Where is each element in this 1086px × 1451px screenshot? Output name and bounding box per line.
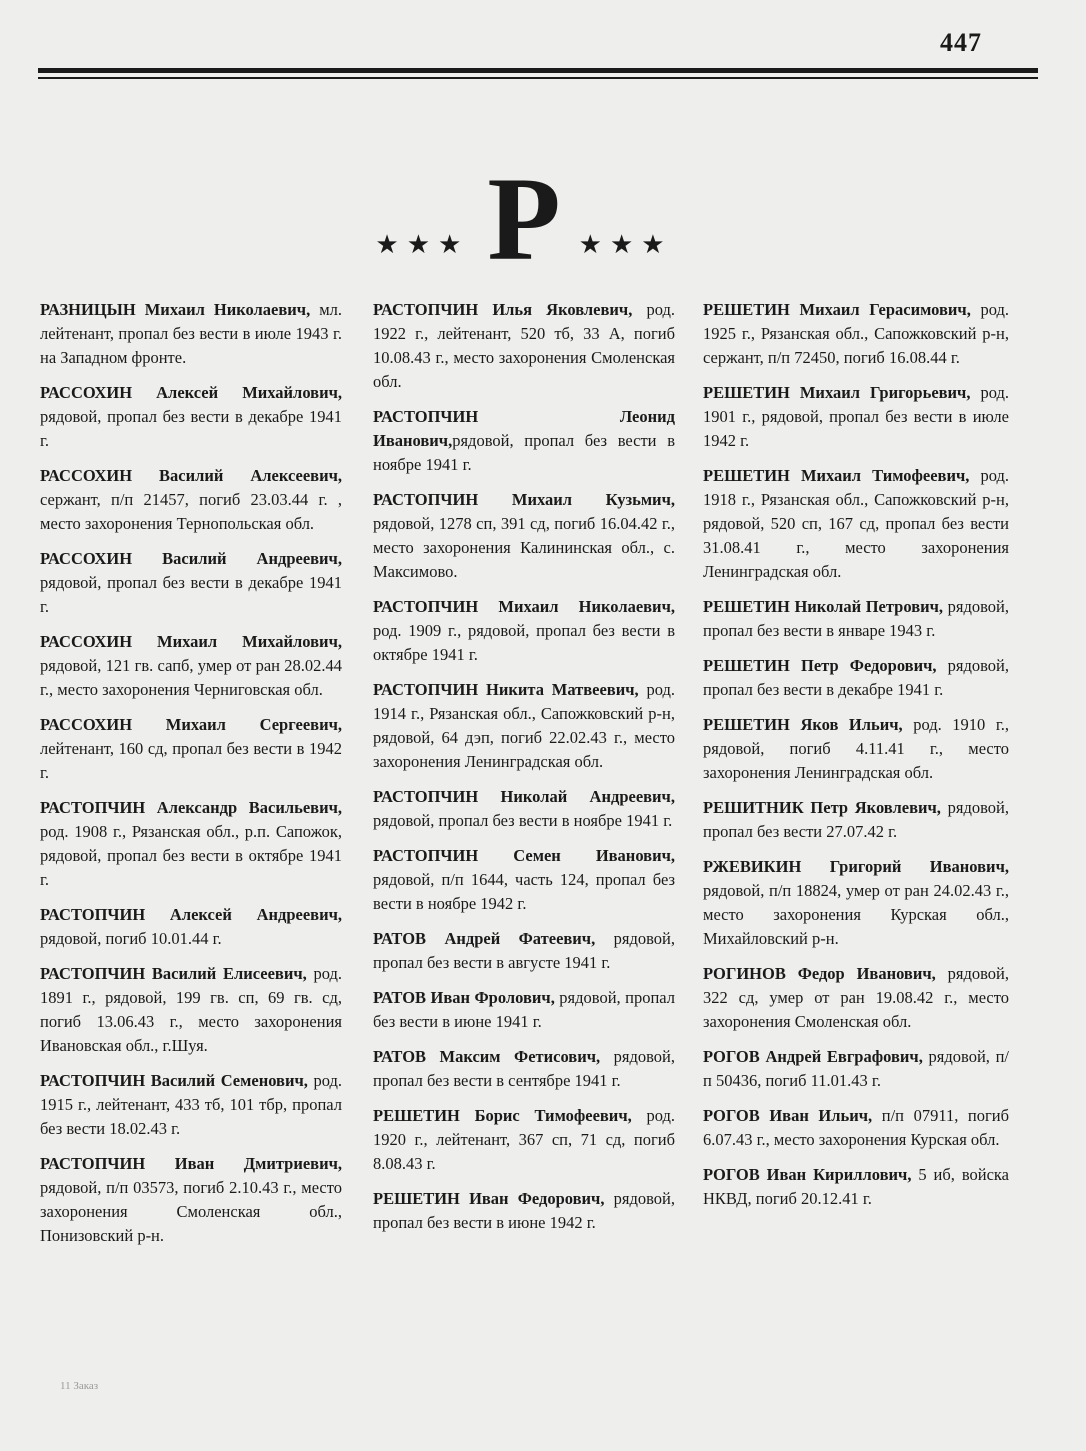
entry-details: рядовой, пропал без вести в декабре 1941 г. bbox=[703, 656, 1009, 699]
entry-details: рядовой, пропал без вести в августе 1941 г. bbox=[373, 929, 676, 972]
entry-given-names: Алексей Андреевич, bbox=[169, 905, 343, 924]
list-item bbox=[373, 844, 675, 916]
list-item bbox=[703, 1104, 1009, 1152]
list-item bbox=[40, 381, 342, 453]
entry-given-names: Михаил Тимофеевич, bbox=[800, 466, 970, 485]
list-item bbox=[703, 1163, 1009, 1211]
entry-details: род. 1922 г., лейтенант, 520 тб, 33 А, погиб 10.08.43 г., место захоронения Смоленская обл. bbox=[373, 300, 675, 391]
entry-surname: РЕШЕТИН bbox=[703, 715, 790, 734]
list-item bbox=[373, 1045, 675, 1093]
list-item bbox=[40, 298, 342, 370]
entry-surname: РАСТОПЧИН bbox=[40, 798, 146, 817]
entry-surname: РЕШЕТИН bbox=[373, 1189, 460, 1208]
entry-surname: РАТОВ bbox=[373, 929, 427, 948]
entry-details: рядовой, 1278 сп, 391 сд, погиб 16.04.42 г., место захоронения Калининская обл., с. Максимово. bbox=[373, 514, 675, 581]
entry-details: род. 1909 г., рядовой, пропал без вести в октябре 1941 г. bbox=[373, 621, 675, 664]
list-item bbox=[40, 903, 342, 951]
list-item bbox=[40, 547, 342, 619]
column-1 bbox=[40, 298, 342, 1259]
entry-given-names: Василий Алексеевич, bbox=[159, 466, 342, 485]
entry-surname: РАСТОПЧИН bbox=[373, 300, 479, 319]
entry-details: род. 1920 г., лейтенант, 367 сп, 71 сд, погиб 8.08.43 г. bbox=[373, 1106, 675, 1173]
entry-surname: РЕШИТНИК bbox=[703, 798, 804, 817]
entry-surname: РАССОХИН bbox=[40, 383, 133, 402]
entry-details: род. 1925 г., Рязанская обл., Сапожковский р-н, сержант, п/п 72450, погиб 16.08.44 г. bbox=[703, 300, 1010, 367]
entry-given-names: Николай Андреевич, bbox=[500, 787, 675, 806]
entry-given-names: Борис Тимофеевич, bbox=[474, 1106, 632, 1125]
entry-surname: РАСТОПЧИН bbox=[40, 964, 146, 983]
entry-given-names: Иван Дмитриевич, bbox=[174, 1154, 343, 1173]
list-item bbox=[703, 1045, 1009, 1093]
entry-given-names: Михаил Сергеевич, bbox=[165, 715, 343, 734]
entry-details: рядовой, пропал без вести в июне 1942 г. bbox=[373, 1189, 675, 1232]
list-item bbox=[373, 488, 675, 584]
entry-details: лейтенант, 160 сд, пропал без вести в 1942 г. bbox=[40, 739, 342, 782]
entry-surname: РАСТОПЧИН bbox=[373, 597, 479, 616]
entry-surname: РАССОХИН bbox=[40, 632, 133, 651]
entry-details: рядовой, п/п 1644, часть 124, пропал без вести в ноябре 1942 г. bbox=[373, 870, 675, 913]
entry-surname: РЕШЕТИН bbox=[703, 466, 790, 485]
entry-details: рядовой, погиб 10.01.44 г. bbox=[40, 929, 222, 948]
entry-details: рядовой, пропал без вести в сентябре 1941 г. bbox=[373, 1047, 675, 1090]
entry-surname: РОГОВ bbox=[703, 1165, 760, 1184]
entry-details: 5 иб, войска НКВД, погиб 20.12.41 г. bbox=[703, 1165, 1009, 1208]
entry-surname: РАСТОПЧИН bbox=[373, 787, 479, 806]
entry-details: рядовой, пропал без вести в ноябре 1941 г. bbox=[373, 431, 675, 474]
entry-given-names: Алексей Михайлович, bbox=[156, 383, 343, 402]
entry-details: рядовой, п/п 50436, погиб 11.01.43 г. bbox=[703, 1047, 1009, 1090]
entry-details: рядовой, пропал без вести в декабре 1941 г. bbox=[40, 407, 342, 450]
stars-right: ★★★ bbox=[578, 230, 673, 259]
entry-surname: РАЗНИЦЫН bbox=[40, 300, 136, 319]
entry-details: рядовой, пропал без вести в июне 1941 г. bbox=[373, 988, 675, 1031]
list-item bbox=[40, 464, 342, 536]
column-3 bbox=[703, 298, 1009, 1222]
list-item bbox=[373, 405, 675, 477]
entry-details: рядовой, пропал без вести 27.07.42 г. bbox=[703, 798, 1009, 841]
entry-details: рядовой, пропал без вести в ноябре 1941 г. bbox=[373, 811, 673, 830]
entry-surname: РЕШЕТИН bbox=[703, 383, 790, 402]
entry-surname: РЕШЕТИН bbox=[703, 300, 790, 319]
entry-given-names: Василий Елисеевич, bbox=[151, 964, 307, 983]
entry-given-names: Семен Иванович, bbox=[513, 846, 676, 865]
entry-surname: РЕШЕТИН bbox=[373, 1106, 460, 1125]
entry-surname: РАСТОПЧИН bbox=[373, 846, 479, 865]
list-item bbox=[40, 713, 342, 785]
list-item bbox=[703, 962, 1009, 1034]
list-item bbox=[373, 927, 675, 975]
entry-given-names: Иван Ильич, bbox=[769, 1106, 873, 1125]
list-item bbox=[703, 796, 1009, 844]
entry-given-names: Василий Андреевич, bbox=[162, 549, 342, 568]
entry-given-names: Иван Федорович, bbox=[469, 1189, 605, 1208]
list-item bbox=[40, 630, 342, 702]
entry-details: рядовой, 121 гв. сапб, умер от ран 28.02.44 г., место захоронения Черниговская обл. bbox=[40, 656, 342, 699]
entry-surname: РАТОВ bbox=[373, 988, 427, 1007]
entry-details: рядовой, п/п 03573, погиб 2.10.43 г., место захоронения Смоленская обл., Понизовский р-н. bbox=[40, 1178, 342, 1245]
entry-given-names: Никита Матвеевич, bbox=[486, 680, 639, 699]
entry-surname: РЖЕВИКИН bbox=[703, 857, 802, 876]
entry-given-names: Иван Фролович, bbox=[430, 988, 555, 1007]
entry-given-names: Николай Петрович, bbox=[794, 597, 944, 616]
header-rule-thick bbox=[38, 68, 1038, 73]
entry-details: рядовой, 322 сд, умер от ран 19.08.42 г., место захоронения Смоленская обл. bbox=[703, 964, 1009, 1031]
list-item bbox=[703, 855, 1009, 951]
entry-surname: РОГИНОВ bbox=[703, 964, 786, 983]
entry-details: род. 1918 г., Рязанская обл., Сапожковский р-н, рядовой, 520 сп, 167 сд, пропал без вести 31.08.41 г., место захоронения Ленинградская обл. bbox=[703, 466, 1009, 581]
list-item bbox=[373, 1104, 675, 1176]
footer-mark: 11 Заказ bbox=[60, 1380, 99, 1392]
section-letter-block bbox=[375, 152, 673, 285]
entry-details: род. 1915 г., лейтенант, 433 тб, 101 тбр, пропал без вести 18.02.43 г. bbox=[40, 1071, 343, 1138]
entry-surname: РАССОХИН bbox=[40, 715, 133, 734]
entry-given-names: Илья Яковлевич, bbox=[492, 300, 633, 319]
entry-details: род. 1908 г., Рязанская обл., р.п. Сапожок, рядовой, пропал без вести в октябре 1941 г. bbox=[40, 822, 342, 889]
entry-given-names: Михаил Николаевич, bbox=[498, 597, 675, 616]
entry-details: сержант, п/п 21457, погиб 23.03.44 г. , место захоронения Тернопольская обл. bbox=[40, 490, 342, 533]
entry-surname: РОГОВ bbox=[703, 1047, 760, 1066]
list-item bbox=[373, 785, 675, 833]
header-rule-thin bbox=[38, 77, 1038, 79]
entry-given-names: Петр Федорович, bbox=[801, 656, 937, 675]
entry-surname: РОГОВ bbox=[703, 1106, 760, 1125]
list-item bbox=[373, 595, 675, 667]
entry-details: род. 1910 г., рядовой, погиб 4.11.41 г., место захоронения Ленинградская обл. bbox=[703, 715, 1010, 782]
entry-given-names: Михаил Григорьевич, bbox=[799, 383, 971, 402]
entry-given-names: Петр Яковлевич, bbox=[810, 798, 941, 817]
entry-details: п/п 07911, погиб 6.07.43 г., место захоронения Курская обл. bbox=[703, 1106, 1009, 1149]
list-item bbox=[373, 986, 675, 1034]
entry-given-names: Федор Иванович, bbox=[797, 964, 936, 983]
list-item bbox=[703, 595, 1009, 643]
entry-given-names: Михаил Михайлович, bbox=[157, 632, 342, 651]
list-item bbox=[703, 381, 1009, 453]
entry-surname: РАСТОПЧИН bbox=[40, 1154, 146, 1173]
entry-surname: РАТОВ bbox=[373, 1047, 427, 1066]
entry-given-names: Михаил Кузьмич, bbox=[511, 490, 675, 509]
section-letter: Р bbox=[487, 152, 561, 285]
entry-given-names: Максим Фетисович, bbox=[439, 1047, 601, 1066]
entry-details: род. 1891 г., рядовой, 199 гв. сп, 69 гв. сд, погиб 13.06.43 г., место захоронения Ивановская обл., г.Шуя. bbox=[40, 964, 343, 1055]
entry-details: род. 1914 г., Рязанская обл., Сапожковский р-н, рядовой, 64 дэп, погиб 22.02.43 г., место захоронения Ленинградская обл. bbox=[373, 680, 676, 771]
entry-given-names: Иван Кириллович, bbox=[766, 1165, 912, 1184]
page-number: 447 bbox=[940, 28, 982, 57]
entry-given-names: Андрей Фатеевич, bbox=[444, 929, 596, 948]
entry-surname: РЕШЕТИН bbox=[703, 656, 790, 675]
entry-given-names: Яков Ильич, bbox=[800, 715, 903, 734]
entry-details: род. 1901 г., рядовой, пропал без вести в июле 1942 г. bbox=[703, 383, 1010, 450]
entry-surname: РАСТОПЧИН bbox=[40, 905, 146, 924]
list-item bbox=[373, 1187, 675, 1235]
list-item bbox=[373, 678, 675, 774]
list-item bbox=[40, 1152, 342, 1248]
entry-given-names: Василий Семенович, bbox=[150, 1071, 308, 1090]
entry-surname: РАССОХИН bbox=[40, 466, 133, 485]
list-item bbox=[703, 464, 1009, 584]
entry-details: рядовой, пропал без вести в декабре 1941 г. bbox=[40, 573, 342, 616]
list-item bbox=[40, 962, 342, 1058]
list-item bbox=[40, 1069, 342, 1141]
entry-given-names: Григорий Иванович, bbox=[829, 857, 1009, 876]
entry-surname: РАССОХИН bbox=[40, 549, 133, 568]
list-item bbox=[373, 298, 675, 394]
list-item bbox=[703, 298, 1009, 370]
entry-surname: РАСТОПЧИН bbox=[373, 407, 479, 426]
entry-surname: РАСТОПЧИН bbox=[373, 490, 479, 509]
entry-surname: РАСТОПЧИН bbox=[373, 680, 479, 699]
entry-details: рядовой, пропал без вести в январе 1943 г. bbox=[703, 597, 1009, 640]
entry-given-names: Александр Васильевич, bbox=[156, 798, 343, 817]
stars-left: ★★★ bbox=[375, 230, 470, 259]
list-item bbox=[703, 713, 1009, 785]
entry-details: рядовой, п/п 18824, умер от ран 24.02.43 г., место захоронения Курская обл., Михайловский р-н. bbox=[703, 881, 1009, 948]
entry-given-names: Михаил Герасимович, bbox=[799, 300, 971, 319]
entry-surname: РАСТОПЧИН bbox=[40, 1071, 146, 1090]
list-item bbox=[40, 796, 342, 892]
entry-given-names: Михаил Николаевич, bbox=[144, 300, 311, 319]
entry-given-names: Леонид Иванович, bbox=[373, 407, 675, 450]
entry-surname: РЕШЕТИН bbox=[703, 597, 790, 616]
entry-details: мл. лейтенант, пропал без вести в июле 1943 г. на Западном фронте. bbox=[40, 300, 342, 367]
column-2 bbox=[373, 298, 675, 1246]
entry-given-names: Андрей Евграфович, bbox=[765, 1047, 923, 1066]
list-item bbox=[703, 654, 1009, 702]
